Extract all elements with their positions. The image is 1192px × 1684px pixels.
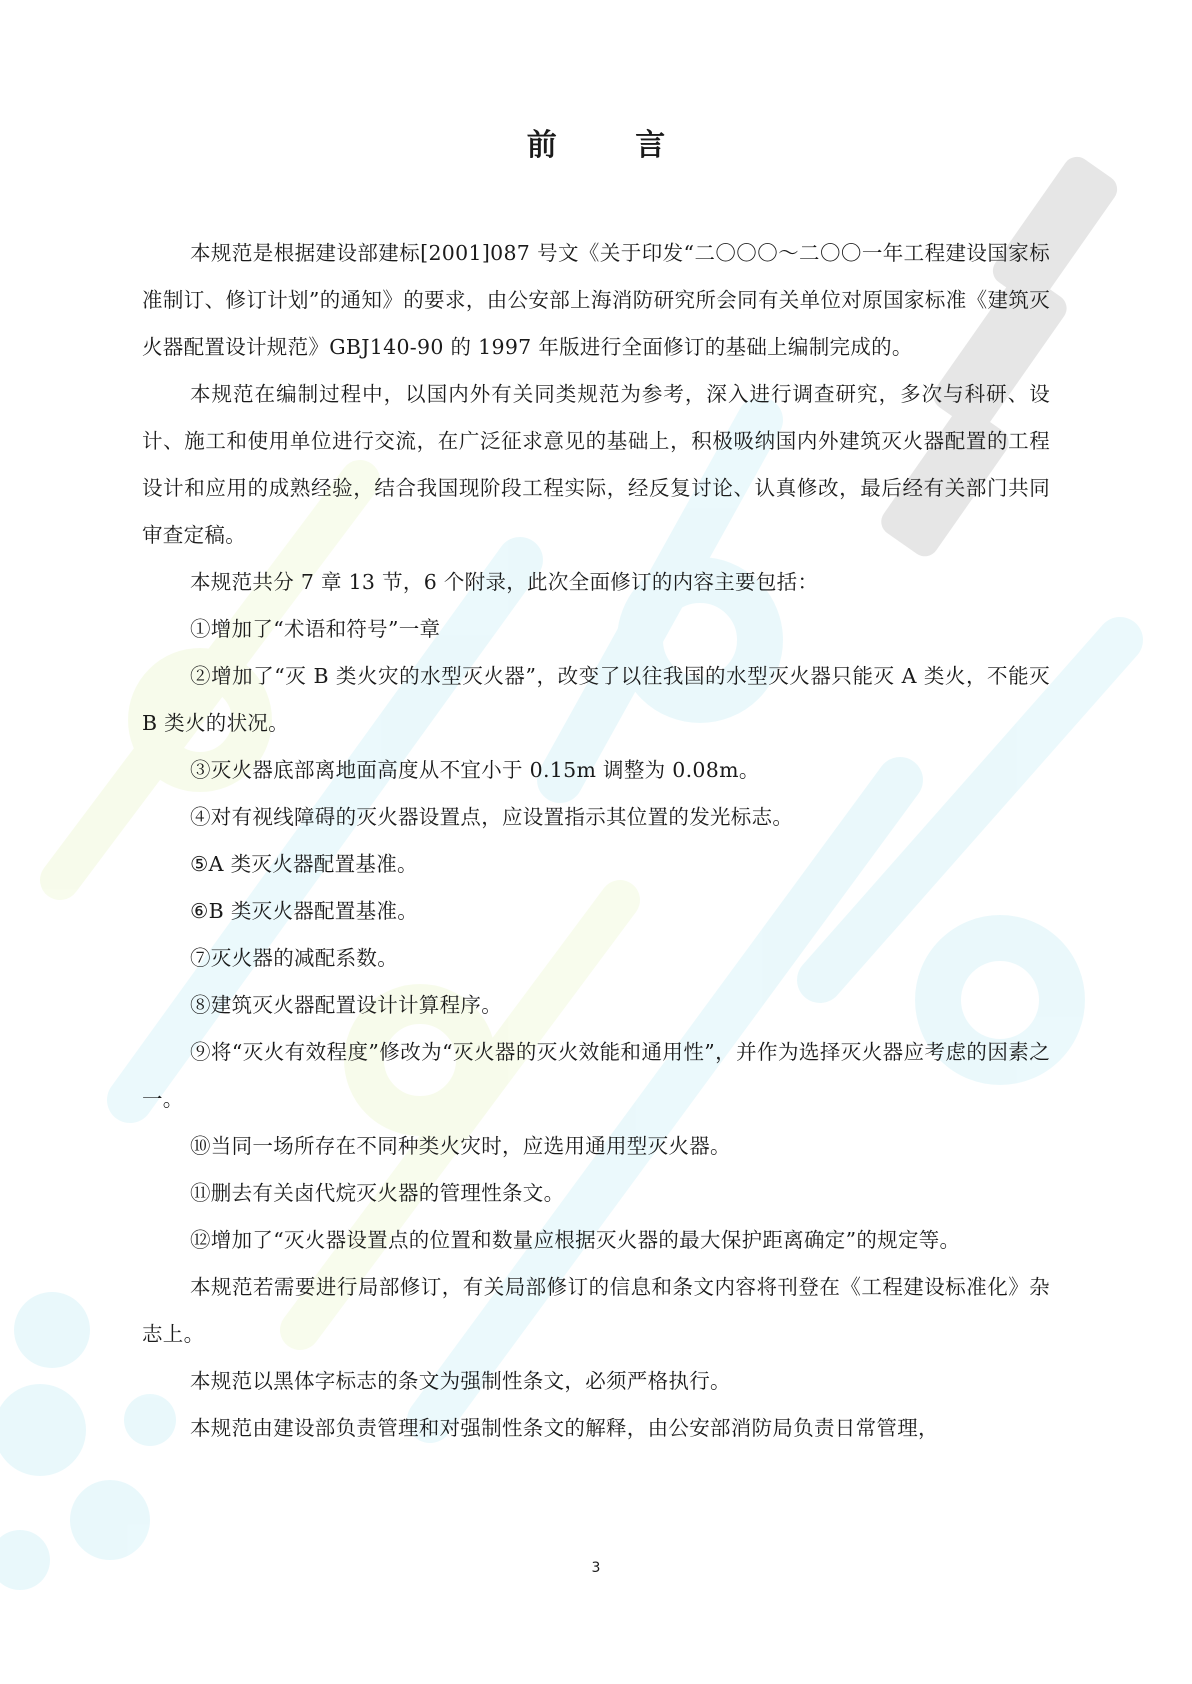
list-item: ⑥B 类灭火器配置基准。	[190, 899, 419, 923]
list-item: ①增加了“术语和符号”一章	[190, 617, 441, 641]
list-item: ⑧建筑灭火器配置设计计算程序。	[190, 993, 502, 1017]
list-item: ⑩当同一场所存在不同种类火灾时，应选用通用型灭火器。	[190, 1134, 731, 1158]
paragraph-mandatory: 本规范以黑体字标志的条文为强制性条文，必须严格执行。	[190, 1369, 731, 1393]
list-item: ⑤A 类灭火器配置基准。	[190, 852, 418, 876]
list-item: ⑫增加了“灭火器设置点的位置和数量应根据灭火器的最大保护距离确定”的规定等。	[190, 1228, 961, 1252]
paragraph-management: 本规范由建设部负责管理和对强制性条文的解释，由公安部消防局负责日常管理，	[190, 1416, 939, 1440]
list-item: ③灭火器底部离地面高度从不宜小于 0.15m 调整为 0.08m。	[190, 758, 760, 782]
list-item: ④对有视线障碍的灭火器设置点，应设置指示其位置的发光标志。	[190, 805, 794, 829]
list-item: ②增加了“灭 B 类火灾的水型灭火器”，改变了以往我国的水型灭火器只能灭 A 类火，不能灭 B 类火的状况。	[142, 664, 1050, 735]
page-title: 前 言	[526, 128, 700, 163]
paragraph-background: 本规范是根据建设部建标[2001]087 号文《关于印发“二〇〇〇～二〇〇一年工程建设国家标准制订、修订计划”的通知》的要求，由公安部上海消防研究所会同有关单位对原国家标准《建筑灭火器配置设计规范》GBJ140-90 的 1997 年版进行全面修订的基础上编制完成的。	[142, 241, 1050, 359]
paragraph-process: 本规范在编制过程中，以国内外有关同类规范为参考，深入进行调查研究，多次与科研、设计、施工和使用单位进行交流，在广泛征求意见的基础上，积极吸纳国内外建筑灭火器配置的工程设计和应用的成熟经验，结合我国现阶段工程实际，经反复讨论、认真修改，最后经有关部门共同审查定稿。	[142, 382, 1050, 547]
list-item: ⑨将“灭火有效程度”修改为“灭火器的灭火效能和通用性”，并作为选择灭火器应考虑的因素之一。	[142, 1040, 1050, 1111]
list-item: ⑪删去有关卤代烷灭火器的管理性条文。	[190, 1181, 565, 1205]
body-text	[142, 230, 1050, 1452]
paragraph-revision: 本规范若需要进行局部修订，有关局部修订的信息和条文内容将刊登在《工程建设标准化》杂志上。	[142, 1275, 1050, 1346]
list-item: ⑦灭火器的减配系数。	[190, 946, 398, 970]
page-number: 3	[591, 1560, 601, 1576]
paragraph-structure: 本规范共分 7 章 13 节，6 个附录，此次全面修订的内容主要包括：	[190, 570, 819, 594]
